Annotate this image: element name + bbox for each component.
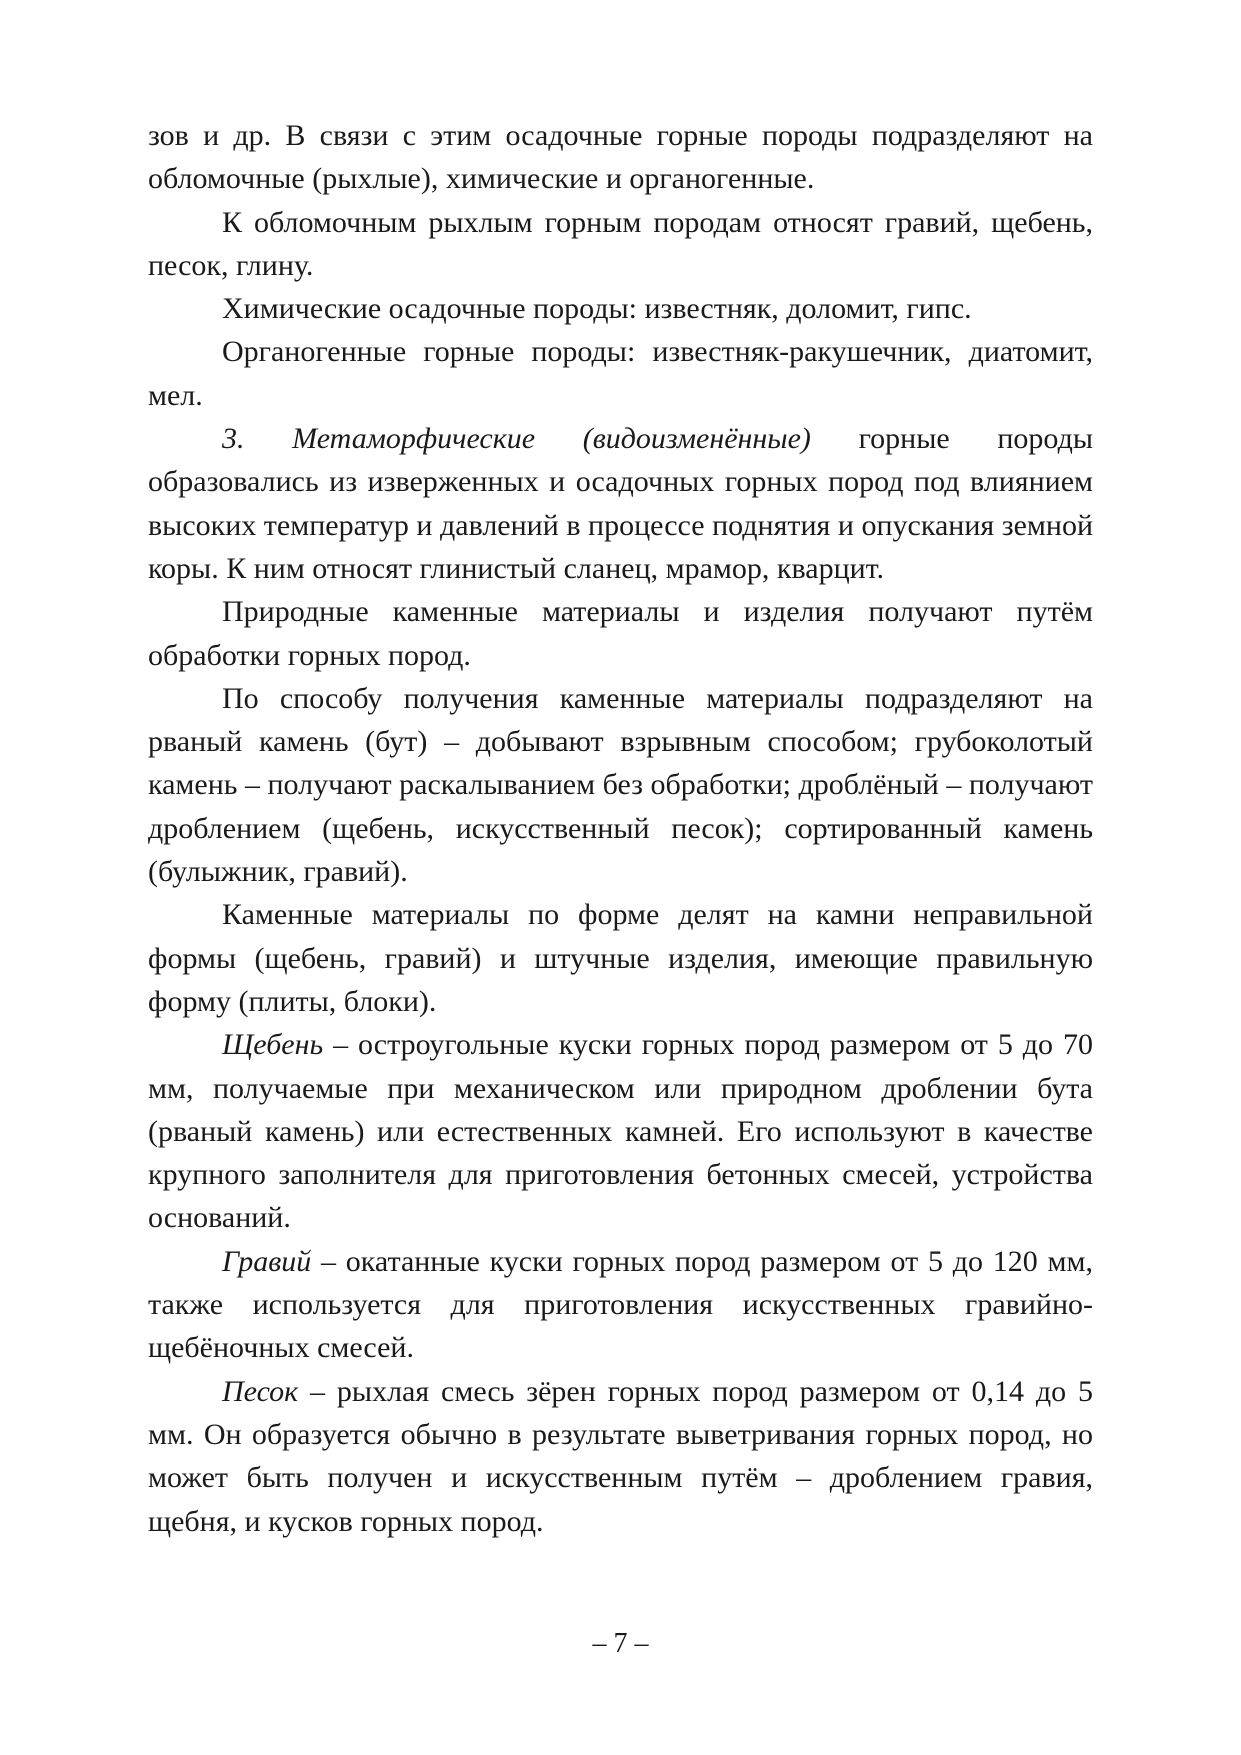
text-run: Химические осадочные породы: известняк, доломит, гипс.	[222, 292, 972, 326]
text-run: горные породы образовались из изверженных и осадочных горных пород под влиянием высоких температур и давлений в процессе поднятия и опускания земной коры. К ним относят глинистый сланец, мрамор, кварцит.	[148, 422, 1093, 585]
paragraph-sedimentary-classes	[148, 114, 1093, 201]
paragraph-organogenic-rocks	[148, 330, 1093, 417]
page-body	[148, 114, 1093, 1543]
italic-term: Песок	[222, 1374, 299, 1408]
paragraph-metamorphic-rocks	[148, 417, 1093, 590]
italic-term: Гравий	[222, 1244, 312, 1278]
text-run: Органогенные горные породы: известняк-ракушечник, диатомит, мел.	[148, 335, 1093, 412]
paragraph-chemical-rocks	[148, 287, 1093, 330]
text-run: зов и др. В связи с этим осадочные горные породы подразделяют на обломочные (рыхлые), химические и органогенные.	[148, 119, 1093, 196]
text-run: По способу получения каменные материалы подразделяют на рваный камень (бут) – добывают взрывным способом; грубоколотый камень – получают раскалыванием без обработки; дроблёный – получают дроблением (щебень, искусственный песок); сортированный камень (булыжник, гравий).	[148, 681, 1093, 889]
paragraph-natural-stone	[148, 590, 1093, 677]
page-number: – 7 –	[592, 1628, 649, 1659]
text-run: – окатанные куски горных пород размером от 5 до 120 мм, также используется для приготовления искусственных гравийно-щебёночных смесей.	[148, 1244, 1093, 1365]
paragraph-production-methods	[148, 677, 1093, 893]
text-run: Природные каменные материалы и изделия получают путём обработки горных пород.	[148, 595, 1093, 672]
italic-term: 3. Метаморфические (видоизменённые)	[222, 422, 811, 456]
italic-term: Щебень	[222, 1028, 324, 1062]
text-run: Каменные материалы по форме делят на камни неправильной формы (щебень, гравий) и штучные изделия, имеющие правильную форму (плиты, блоки).	[148, 898, 1093, 1018]
text-run: – остроугольные куски горных пород размером от 5 до 70 мм, получаемые при механическом или природном дроблении бута (рваный камень) или естественных камней. Его используют в качестве крупного заполнителя для приготовления бетонных смесей, устройства оснований.	[148, 1028, 1093, 1235]
paragraph-clastic-rocks	[148, 201, 1093, 288]
paragraph-sand	[148, 1370, 1093, 1543]
paragraph-gravel	[148, 1240, 1093, 1370]
paragraph-shape-classes	[148, 893, 1093, 1023]
text-run: К обломочным рыхлым горным породам относят гравий, щебень, песок, глину.	[148, 205, 1093, 282]
text-run: – рыхлая смесь зёрен горных пород размером от 0,14 до 5 мм. Он образуется обычно в результате выветривания горных пород, но может быть получен и искусственным путём – дроблением гравия, щебня, и кусков горных пород.	[148, 1374, 1093, 1538]
paragraph-crushed-stone	[148, 1023, 1093, 1239]
